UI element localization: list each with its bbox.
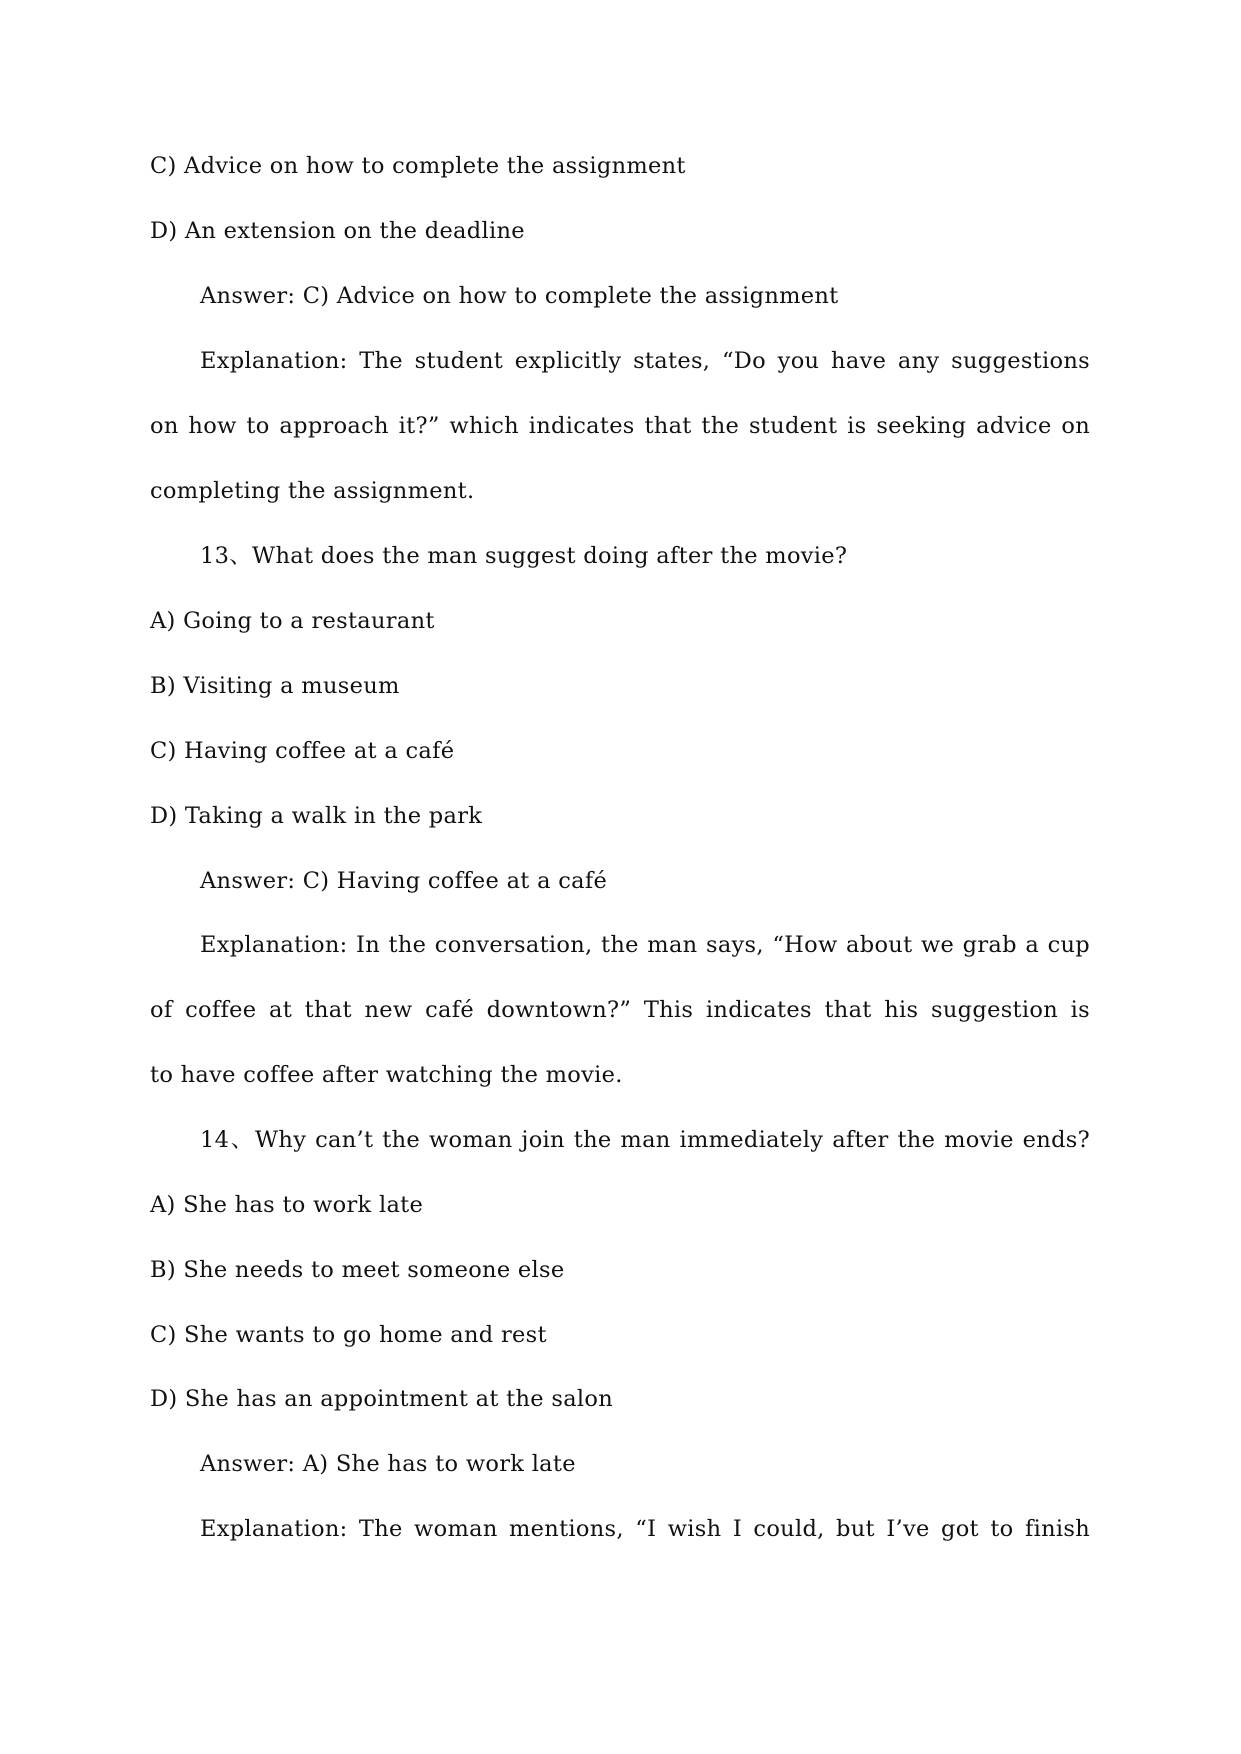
q14-option-c: C) She wants to go home and rest <box>150 1322 547 1348</box>
q13-option-a: A) Going to a restaurant <box>150 608 435 634</box>
q13-explanation-line-1: Explanation: In the conversation, the man says, “How about we grab a cup <box>200 932 1090 958</box>
q13-option-c: C) Having coffee at a café <box>150 738 455 764</box>
q14-explanation-line-1: Explanation: The woman mentions, “I wish I could, but I’ve got to finish <box>200 1516 1090 1542</box>
q13-explanation-line-2: of coffee at that new café downtown?” This indicates that his suggestion is <box>150 997 1090 1023</box>
q13-option-d: D) Taking a walk in the park <box>150 803 483 829</box>
q13-option-b: B) Visiting a museum <box>150 673 400 699</box>
q12-option-c: C) Advice on how to complete the assignment <box>150 153 686 179</box>
q13-explanation-line-3: to have coffee after watching the movie. <box>150 1062 623 1088</box>
q13-answer: Answer: C) Having coffee at a café <box>200 868 608 894</box>
q12-answer: Answer: C) Advice on how to complete the assignment <box>200 283 839 309</box>
q14-option-a: A) She has to work late <box>150 1192 424 1218</box>
q14-option-d: D) She has an appointment at the salon <box>150 1386 614 1412</box>
q14-question: 14、Why can’t the woman join the man immediately after the movie ends? <box>200 1127 1090 1153</box>
q13-question: 13、What does the man suggest doing after the movie? <box>200 543 848 569</box>
q12-explanation-line-1: Explanation: The student explicitly states, “Do you have any suggestions <box>200 348 1090 374</box>
q12-explanation-line-2: on how to approach it?” which indicates that the student is seeking advice on <box>150 413 1090 439</box>
q14-answer: Answer: A) She has to work late <box>200 1451 576 1477</box>
q14-option-b: B) She needs to meet someone else <box>150 1257 565 1283</box>
q12-explanation-line-3: completing the assignment. <box>150 478 475 504</box>
q12-option-d: D) An extension on the deadline <box>150 218 525 244</box>
